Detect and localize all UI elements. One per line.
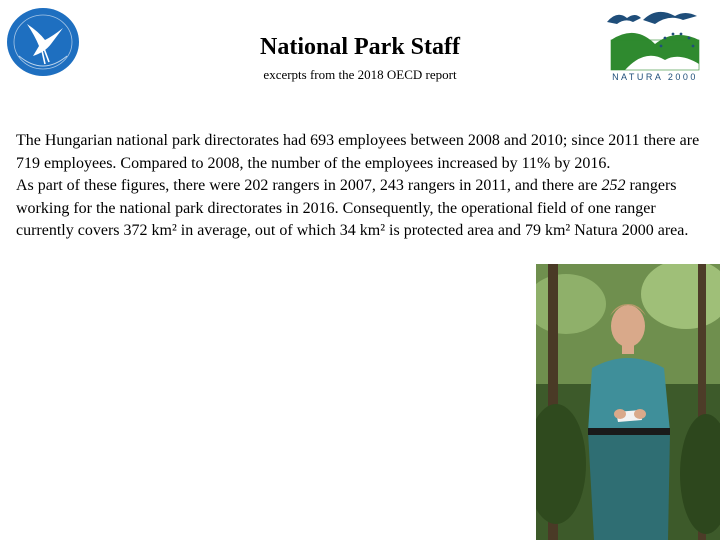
page-title: National Park Staff	[260, 34, 460, 60]
natura-2000-text: NATURA 2000	[612, 72, 698, 82]
page-subtitle: excerpts from the 2018 OECD report	[263, 67, 457, 82]
ranger-photo	[536, 264, 720, 540]
paragraph-rangers	[16, 175, 710, 243]
rangers-text-a: As part of these figures, there were 202 rangers in 2007, 243 rangers in 2011, and there are	[16, 177, 602, 194]
rangers-text-b: rangers working for the national park directorates in 2016. Consequently, the operational field of one ranger currently covers 372 km² in average, out of which 34 km² is protected area and 79 km² Natura 2000 area.	[16, 177, 689, 239]
body-text	[16, 130, 710, 243]
rangers-2016-count: 252	[601, 177, 626, 194]
paragraph-employees: The Hungarian national park directorates had 693 employees between 2008 and 2010; since 2011 there are 719 employees. Compared to 2008, the number of the employees increased by 11% by 2016.	[16, 132, 700, 172]
